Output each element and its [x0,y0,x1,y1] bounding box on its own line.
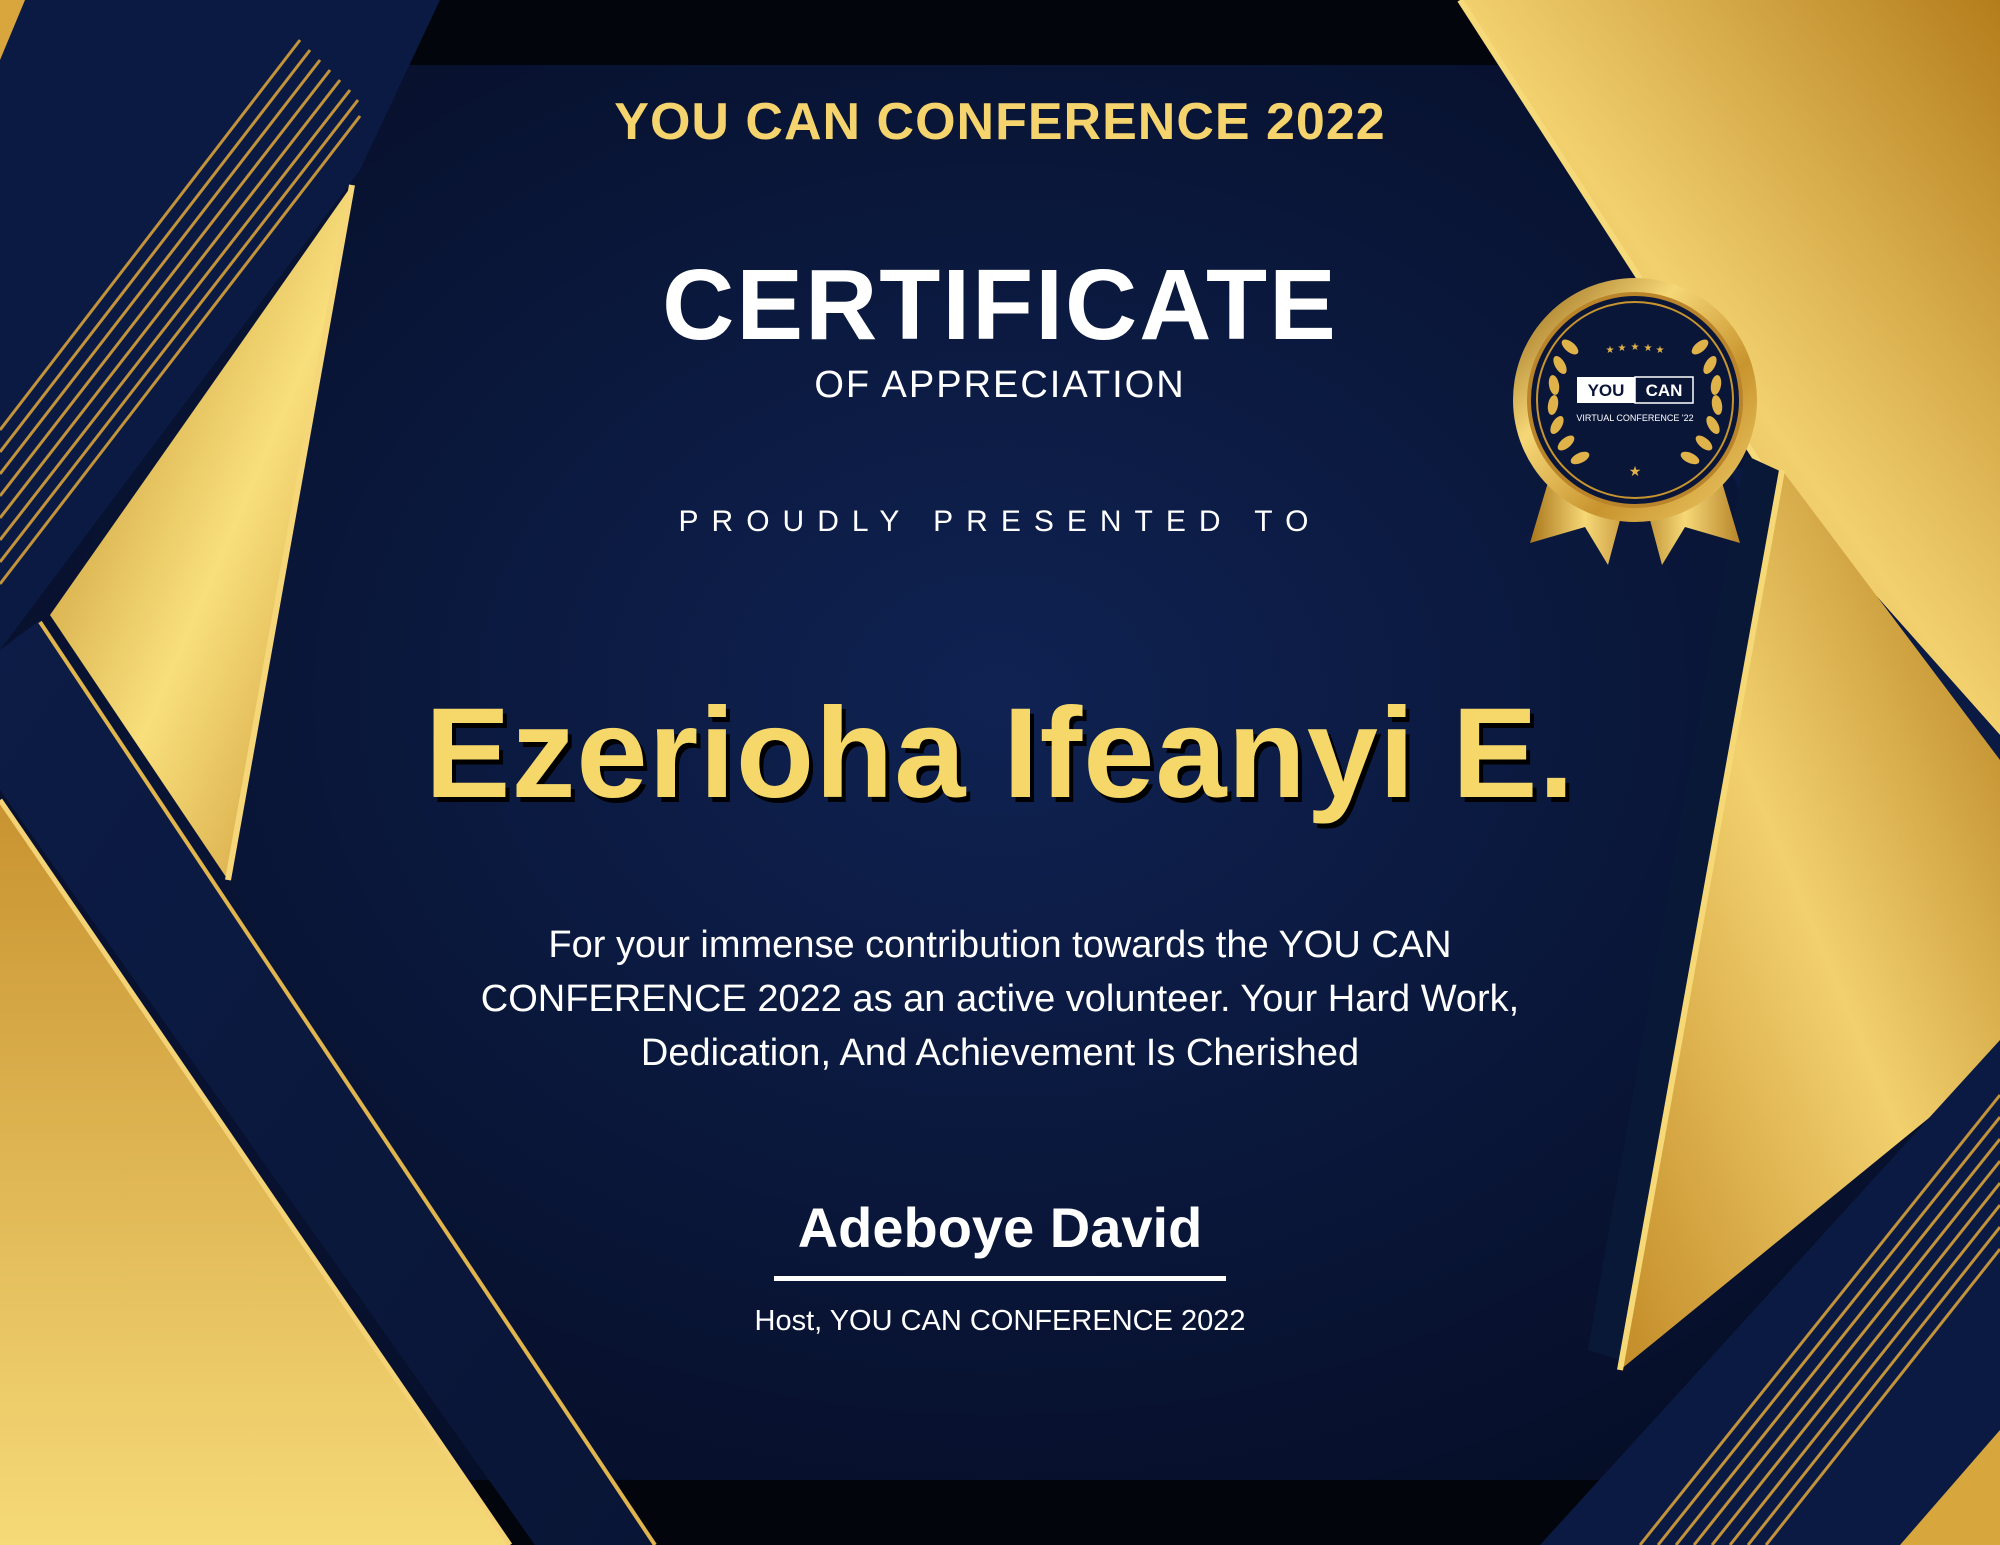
svg-text:★: ★ [1617,343,1627,354]
svg-text:★: ★ [1655,345,1665,356]
signature-line [774,1276,1226,1281]
seal-word-right: CAN [1645,381,1683,400]
seal-word-left: YOU [1587,381,1625,400]
svg-text:★: ★ [1630,342,1640,353]
svg-text:★: ★ [1628,464,1642,480]
svg-text:★: ★ [1643,343,1653,354]
recipient-name: Ezerioha Ifeanyi E. [424,682,1576,825]
signer-role: Host, YOU CAN CONFERENCE 2022 [754,1305,1246,1337]
presented-to-label: PROUDLY PRESENTED TO [678,505,1322,538]
certificate-subheading: OF APPRECIATION [814,364,1186,406]
svg-text:★: ★ [1605,345,1615,356]
signer-name: Adeboye David [797,1196,1203,1259]
citation-text: For your immense contribution towards the YOU CAN CONFERENCE 2022 as an active volunteer. Your Hard Work, Dedication, And Achievement Is Cherished [480,924,1520,1074]
event-title: YOU CAN CONFERENCE 2022 [614,93,1386,151]
seal-caption: VIRTUAL CONFERENCE '22 [1576,413,1694,423]
award-seal-badge [1510,275,1760,635]
certificate-heading: CERTIFICATE [662,249,1338,361]
